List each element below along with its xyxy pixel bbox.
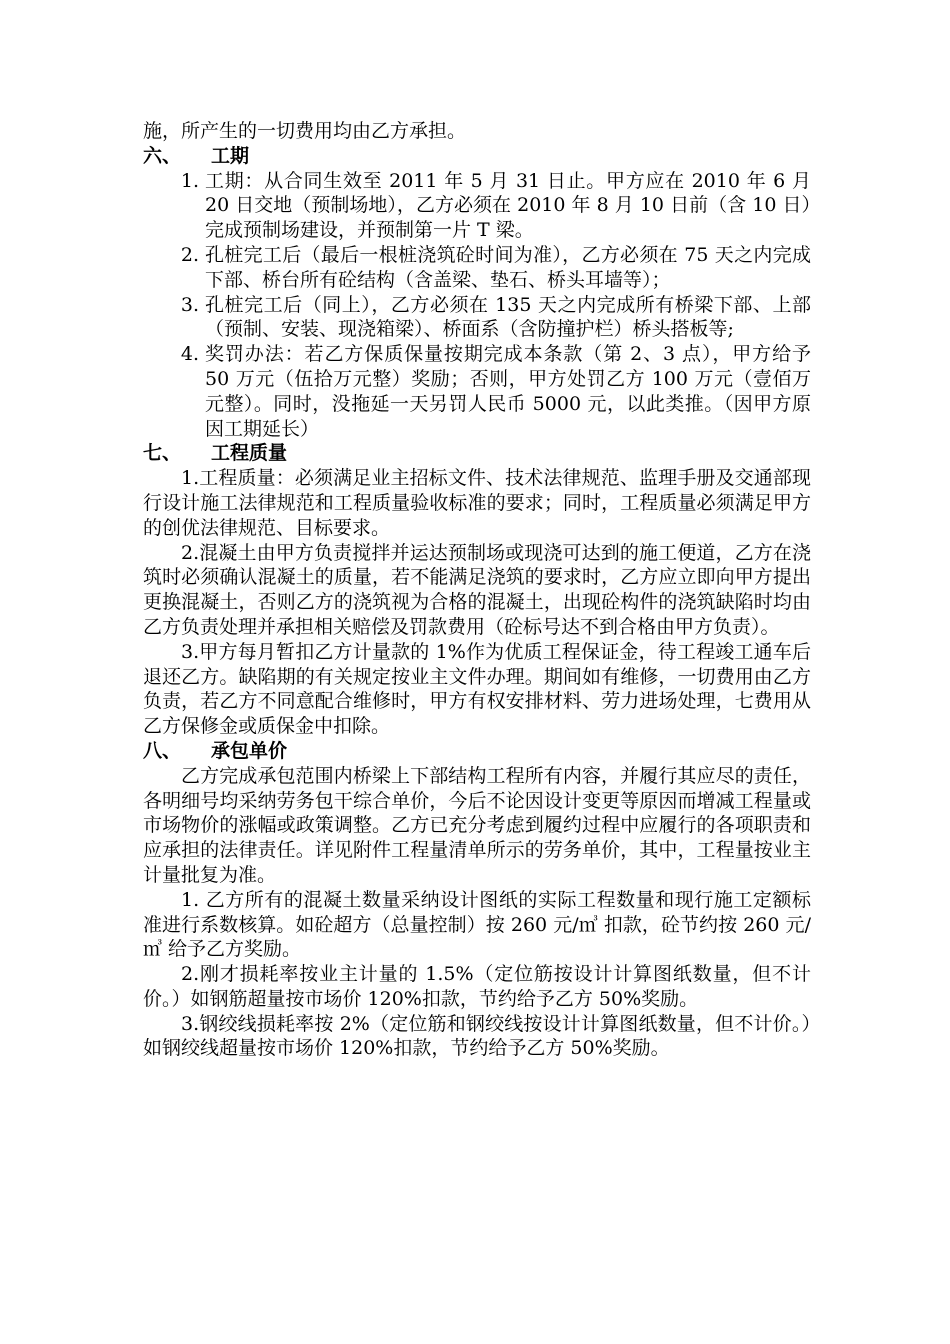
- section-8-heading: [143, 739, 811, 764]
- list-item-text: 孔桩完工后（最后一根桩浇筑砼时间为准），乙方必须在 75 天之内完成下部、桥台所有砼结构（含盖梁、垫石、桥头耳墙等）；: [205, 243, 811, 291]
- section-8-number: 八、: [143, 739, 182, 762]
- section-6-list: [143, 169, 811, 442]
- paragraph: 1. 乙方所有的混凝土数量采纳设计图纸的实际工程数量和现行施工定额标准进行系数核算。如砼超方（总量控制）按 260 元/㎥ 扣款，砼节约按 260 元/㎥ 给予乙方奖励。: [143, 888, 811, 961]
- list-item: [143, 342, 811, 441]
- list-item-number: 3.: [180, 293, 199, 316]
- list-item: [143, 293, 811, 343]
- paragraph: 2.混凝土由甲方负责搅拌并运达预制场或现浇可达到的施工便道，乙方在浇筑时必须确认混凝土的质量，若不能满足浇筑的要求时，乙方应立即向甲方提出更换混凝土，否则乙方的浇筑视为合格的混凝土，出现砼构件的浇筑缺陷时均由乙方负责处理并承担相关赔偿及罚款费用（砼标号达不到合格由甲方负责）。: [143, 541, 811, 638]
- list-item-text: 工期：从合同生效至 2011 年 5 月 31 日止。甲方应在 2010 年 6 月 20 日交地（预制场地），乙方必须在 2010 年 8 月 10 日前（含 10 日）完成预制场建设，并预制第一片 T 梁。: [205, 169, 811, 242]
- section-7-title: 工程质量: [211, 442, 288, 465]
- list-item-text: 奖罚办法：若乙方保质保量按期完成本条款（第 2、3 点），甲方给予 50 万元（伍拾万元整）奖励；否则，甲方处罚乙方 100 万元（壹佰万元整）。同时，没拖延一天另罚人民币 5000 元，以此类推。（因甲方原因工期延长）: [205, 343, 811, 440]
- section-7-number: 七、: [143, 442, 182, 465]
- document-page: [143, 119, 811, 1061]
- list-item: [143, 243, 811, 293]
- lead-paragraph: 施，所产生的一切费用均由乙方承担。: [143, 120, 467, 142]
- paragraph: 3.甲方每月暂扣乙方计量款的 1%作为优质工程保证金，待工程竣工通车后退还乙方。缺陷期的有关规定按业主文件办理。期间如有维修，一切费用由乙方负责，若乙方不同意配合维修时，甲方有权安排材料、劳力进场处理，七费用从乙方保修金或质保金中扣除。: [143, 640, 811, 738]
- section-6-number: 六、: [143, 144, 182, 167]
- paragraph: 3.钢绞线损耗率按 2%（定位筋和钢绞线按设计计算图纸数量，但不计价。）如钢绞线超量按市场价 120%扣款，节约给予乙方 50%奖励。: [143, 1012, 811, 1060]
- paragraph: 1.工程质量：必须满足业主招标文件、技术法律规范、监理手册及交通部现行设计施工法律规范和工程质量验收标准的要求；同时，工程质量必须满足甲方的创优法律规范、目标要求。: [143, 467, 811, 539]
- paragraph: 乙方完成承包范围内桥梁上下部结构工程所有内容，并履行其应尽的责任，各明细号均采纳劳务包干综合单价，今后不论因设计变更等原因而增减工程量或市场物价的涨幅或政策调整。乙方已充分考虑到履约过程中应履行的各项职责和应承担的法律责任。详见附件工程量清单所示的劳务单价，其中，工程量按业主计量批复为准。: [143, 764, 811, 886]
- section-6-heading: [143, 144, 811, 169]
- section-8-title: 承包单价: [211, 739, 288, 762]
- list-item-number: 4.: [180, 343, 199, 366]
- section-6-title: 工期: [211, 144, 250, 167]
- section-7-heading: [143, 441, 811, 466]
- paragraph: 2.刚才损耗率按业主计量的 1.5%（定位筋按设计计算图纸数量，但不计价。）如钢筋超量按市场价 120%扣款，节约给予乙方 50%奖励。: [143, 963, 811, 1010]
- list-item: [143, 169, 811, 243]
- list-item-text: 孔桩完工后（同上），乙方必须在 135 天之内完成所有桥梁下部、上部（预制、安装、现浇箱梁）、桥面系（含防撞护栏）桥头搭板等;: [205, 293, 811, 341]
- list-item-number: 1.: [180, 169, 199, 192]
- list-item-number: 2.: [180, 243, 199, 266]
